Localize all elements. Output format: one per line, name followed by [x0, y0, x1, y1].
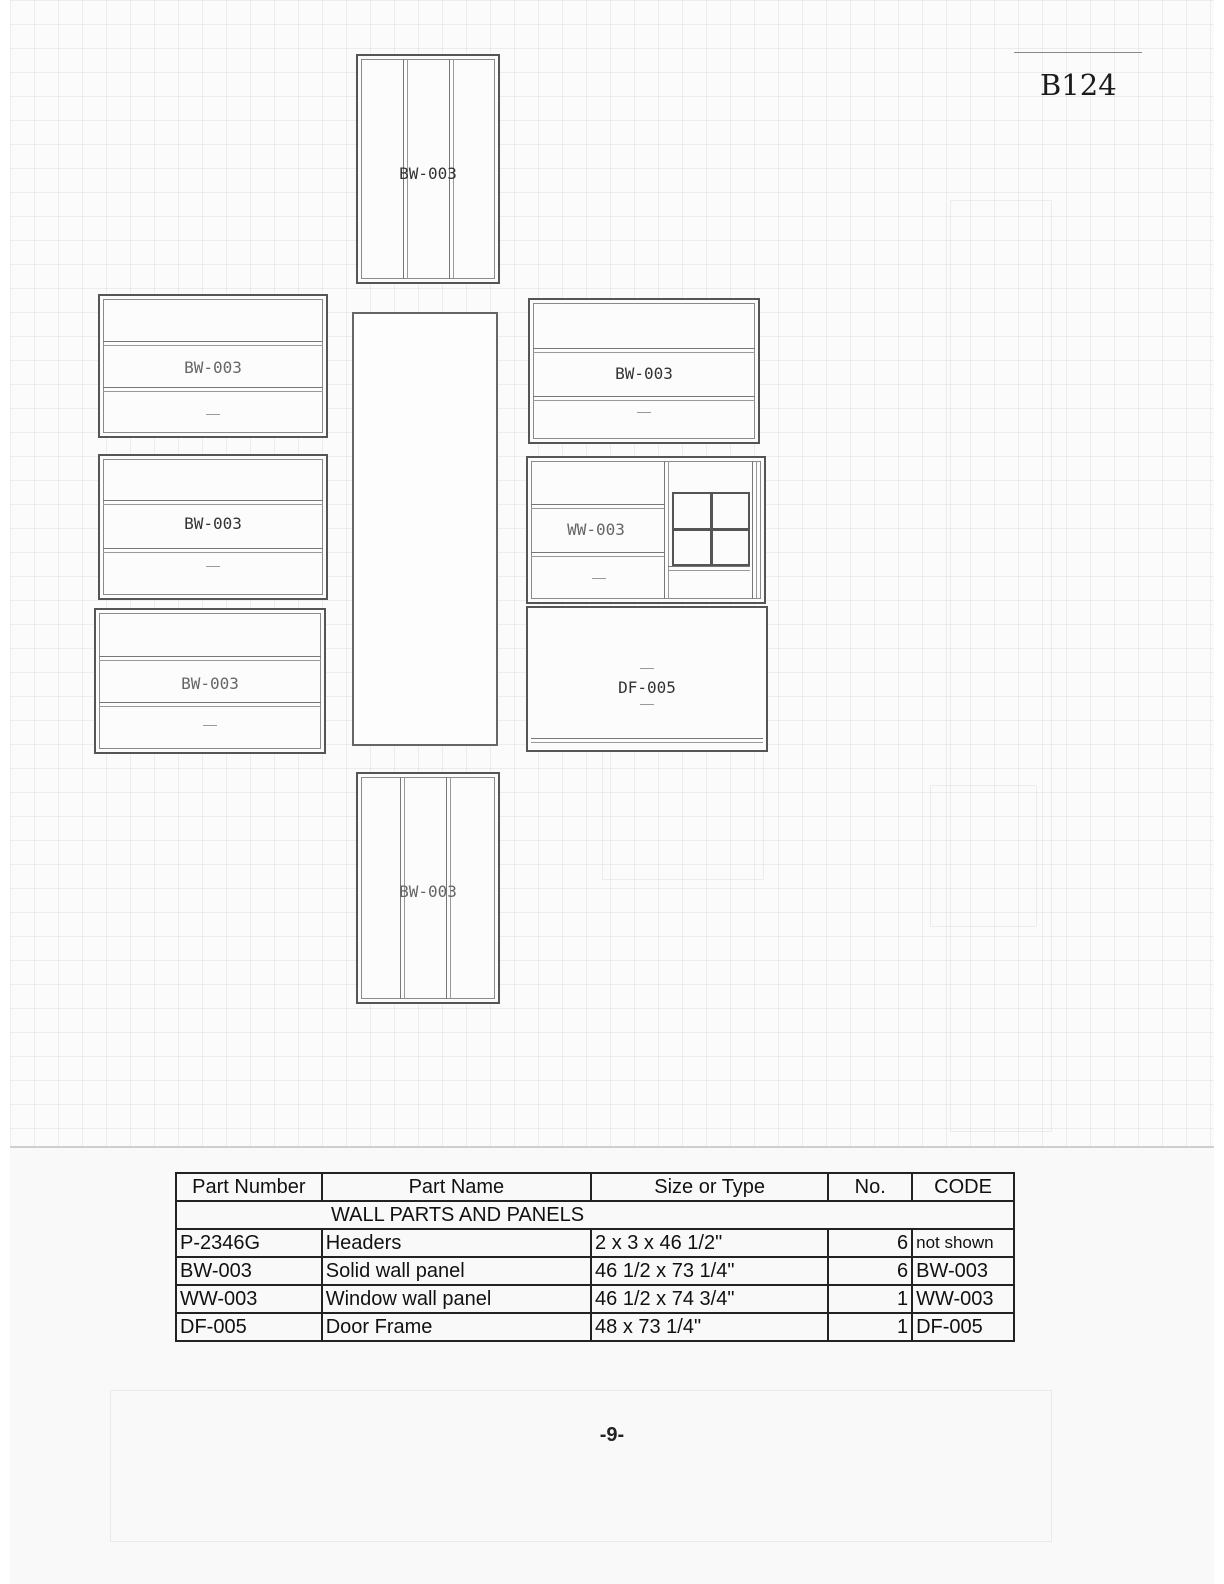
- table-row: [176, 1229, 1014, 1257]
- section-title: WALL PARTS AND PANELS: [176, 1201, 1014, 1229]
- panel-label: BW-003: [184, 514, 242, 533]
- panel-label: BW-003: [184, 358, 242, 377]
- part-name: Headers: [322, 1229, 591, 1257]
- part-name: Solid wall panel: [322, 1257, 591, 1285]
- column-header: Size or Type: [591, 1173, 828, 1201]
- page-number: -9-: [599, 1424, 625, 1446]
- panel-label: BW-003: [615, 364, 673, 383]
- panel-bottom: [356, 772, 500, 1004]
- column-header: CODE: [912, 1173, 1014, 1201]
- column-header: Part Name: [322, 1173, 591, 1201]
- window-icon: [672, 492, 750, 566]
- panel-left-2: [98, 454, 328, 600]
- part-number: P-2346G: [176, 1229, 322, 1257]
- part-code: BW-003: [912, 1257, 1014, 1285]
- parts-table: [175, 1172, 1015, 1342]
- panel-left-3: [94, 608, 326, 754]
- part-number: DF-005: [176, 1313, 322, 1341]
- part-code: not shown: [912, 1229, 1014, 1257]
- table-header-row: [176, 1173, 1014, 1201]
- part-code: DF-005: [912, 1313, 1014, 1341]
- ghost-sheet-outline: [950, 200, 1052, 1132]
- part-size: 46 1/2 x 74 3/4": [591, 1285, 828, 1313]
- floor-panel: [352, 312, 498, 746]
- panel-label: WW-003: [567, 520, 625, 539]
- panel-right-1: [528, 298, 760, 444]
- part-size: 48 x 73 1/4": [591, 1313, 828, 1341]
- panel-label: BW-003: [181, 674, 239, 693]
- panel-left-1: [98, 294, 328, 438]
- part-qty: 1: [828, 1313, 912, 1341]
- part-name: Door Frame: [322, 1313, 591, 1341]
- table-row: [176, 1313, 1014, 1341]
- table-row: [176, 1257, 1014, 1285]
- part-number: WW-003: [176, 1285, 322, 1313]
- panel-label: BW-003: [399, 882, 457, 901]
- panel-top: [356, 54, 500, 284]
- column-header: Part Number: [176, 1173, 322, 1201]
- part-code: WW-003: [912, 1285, 1014, 1313]
- ghost-lower-outline: [110, 1390, 1052, 1542]
- ghost-box-outline: [930, 785, 1037, 927]
- plan-code: B124: [1040, 68, 1117, 102]
- part-qty: 6: [828, 1229, 912, 1257]
- table-row: [176, 1285, 1014, 1313]
- column-header: No.: [828, 1173, 912, 1201]
- header-rule: [1014, 52, 1142, 53]
- panel-label: DF-005: [618, 678, 676, 697]
- panel-right-window: [526, 456, 766, 604]
- part-qty: 1: [828, 1285, 912, 1313]
- part-size: 2 x 3 x 46 1/2": [591, 1229, 828, 1257]
- part-number: BW-003: [176, 1257, 322, 1285]
- panel-right-door: [526, 606, 768, 752]
- table-section-row: [176, 1201, 1014, 1229]
- panel-label: BW-003: [399, 164, 457, 183]
- part-size: 46 1/2 x 73 1/4": [591, 1257, 828, 1285]
- part-name: Window wall panel: [322, 1285, 591, 1313]
- part-qty: 6: [828, 1257, 912, 1285]
